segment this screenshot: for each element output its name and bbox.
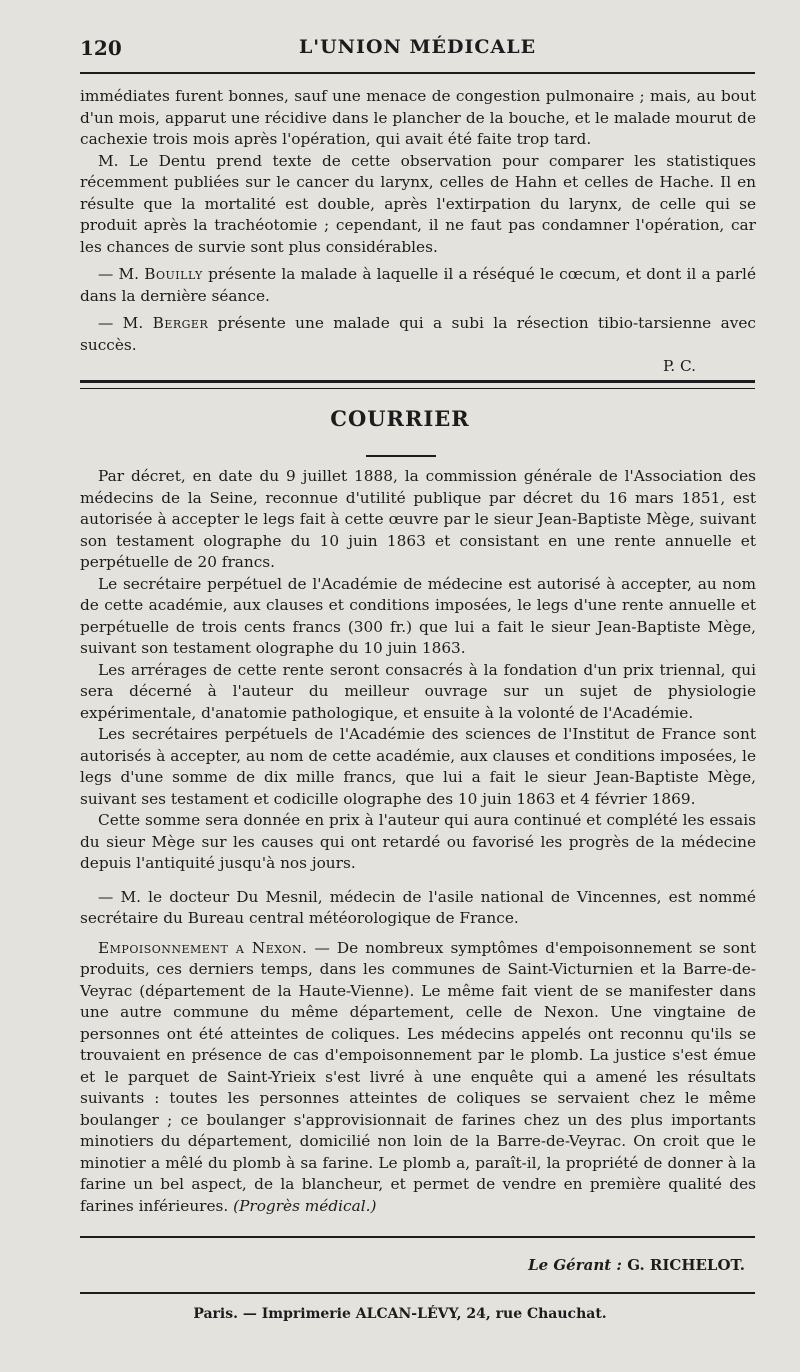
paragraph: Les secrétaires perpétuels de l'Académie des sciences de l'Institut de France sont autorisés à accepter, au nom de cette académie, aux clauses et conditions imposées, le legs d'une somme de dix mille francs, que lui a fait le sieur Jean-Baptiste Mège, suivant ses testament et codicille olographe des 10 juin 1863 et 4 février 1869. bbox=[80, 725, 756, 808]
page-header bbox=[80, 28, 755, 68]
section-courrier bbox=[80, 466, 756, 1217]
paragraph-body: présente une malade qui a subi la résection tibio-tarsienne avec succès. bbox=[80, 314, 756, 354]
gerant-line bbox=[528, 1256, 745, 1274]
paragraph: Le secrétaire perpétuel de l'Académie de médecine est autorisé à accepter, au nom de cette académie, aux clauses et conditions imposées, le legs d'une rente annuelle et perpétuelle de trois cents francs (300 fr.) que lui a fait le sieur Jean-Baptiste Mège, suivant son testament olographe du 10 juin 1863. bbox=[80, 574, 756, 657]
paragraph: Les arrérages de cette rente seront consacrés à la fondation d'un prix triennal, qui sera décerné à l'auteur du meilleur ouvrage sur un sujet de physiologie expérimentale, d'anatomie pathologique, et ensuite à la volonté de l'Académie. bbox=[80, 660, 756, 722]
paragraph-body: présente la malade à laquelle il a réséqué le cœcum, et dont il a parlé dans la dernière séance. bbox=[80, 265, 756, 305]
person-name: Berger bbox=[152, 314, 209, 332]
journal-title: L'UNION MÉDICALE bbox=[298, 36, 537, 58]
person-name: Bouilly bbox=[144, 265, 203, 283]
paragraph bbox=[80, 313, 756, 356]
dash-prefix: — M. bbox=[98, 265, 140, 283]
paragraph: — M. le docteur Du Mesnil, médecin de l'asile national de Vincennes, est nommé secrétaire du Bureau central météorologique de France. bbox=[80, 887, 756, 927]
gerant-name: G. RICHELOT. bbox=[627, 1256, 745, 1274]
source-citation: (Progrès médical.) bbox=[233, 1196, 377, 1215]
heading-underline bbox=[366, 455, 436, 457]
header-rule bbox=[80, 72, 755, 74]
courrier-heading: COURRIER bbox=[330, 406, 470, 431]
gerant-label: Le Gérant : bbox=[528, 1256, 622, 1274]
paragraph: M. Le Dentu prend texte de cette observation pour comparer les statistiques récemment publiées sur le cancer du larynx, celles de Hahn et celles de Hache. Il en résulte que la mortalité est double, après l'extirpation du larynx, de celle qui se produit après la trachéotomie ; cependant, il ne faut pas condamner l'opération, car les chances de survie sont plus considérables. bbox=[80, 151, 756, 256]
dash-prefix: — M. bbox=[98, 314, 144, 332]
item-title: Empoisonnement a Nexon. bbox=[98, 938, 308, 957]
paragraph: immédiates furent bonnes, sauf une menace de congestion pulmonaire ; mais, au bout d'un mois, apparut une récidive dans le plancher de la bouche, et le malade mourut de cachexie trois mois après l'opération, qui avait été faite trop tard. bbox=[80, 87, 756, 148]
section-rule-thin bbox=[80, 388, 755, 389]
page-number: 120 bbox=[80, 36, 122, 60]
printer-rule bbox=[80, 1292, 755, 1294]
section-rule bbox=[80, 380, 755, 383]
paragraph-body: — De nombreux symptômes d'empoisonnement se sont produits, ces derniers temps, dans les communes de Saint-Victurnien et la Barre-de-Veyrac (département de la Haute-Vienne). Le même fait vient de se manifester dans une autre commune du même département, celle de Nexon. Une vingtaine de personnes ont été atteintes de coliques. Les médecins appelés ont reconnu qu'ils se trouvaient en présence de cas d'empoisonnement par le plomb. La justice s'est émue et le parquet de Saint-Yrieix s'est livré à une enquête qui a amené les résultats suivants : toutes les personnes atteintes de coliques se servaient chez le même boulanger ; ce boulanger s'approvisionnait de farines chez un des plus importants minotiers du département, domicilié non loin de la Barre-de-Veyrac. On croit que le minotier a mêlé du plomb à sa farine. Le plomb a, paraît-il, la propriété de donner à la farine un bel aspect, de la blancheur, et permet de vendre en première qualité des farines inférieures. bbox=[80, 938, 756, 1215]
footer-rule bbox=[80, 1236, 755, 1238]
section-discussion bbox=[80, 86, 756, 378]
paragraph: Par décret, en date du 9 juillet 1888, la commission générale de l'Association des médecins de la Seine, reconnue d'utilité publique par décret du 16 mars 1851, est autorisée à accepter le legs fait à cette œuvre par le sieur Jean-Baptiste Mège, suivant son testament olographe du 10 juin 1863 et consistant en une rente annuelle et perpétuelle de 20 francs. bbox=[80, 467, 756, 571]
printer-line: Paris. — Imprimerie ALCAN-LÉVY, 24, rue Chauchat. bbox=[193, 1306, 607, 1322]
paragraph bbox=[80, 264, 756, 307]
signature: P. C. bbox=[663, 357, 696, 375]
paragraph: Cette somme sera donnée en prix à l'auteur qui aura continué et complété les essais du sieur Mège sur les causes qui ont retardé ou favorisé les progrès de la médecine depuis l'antiquité jusqu'à nos jours. bbox=[80, 811, 756, 872]
paragraph bbox=[80, 938, 756, 1218]
